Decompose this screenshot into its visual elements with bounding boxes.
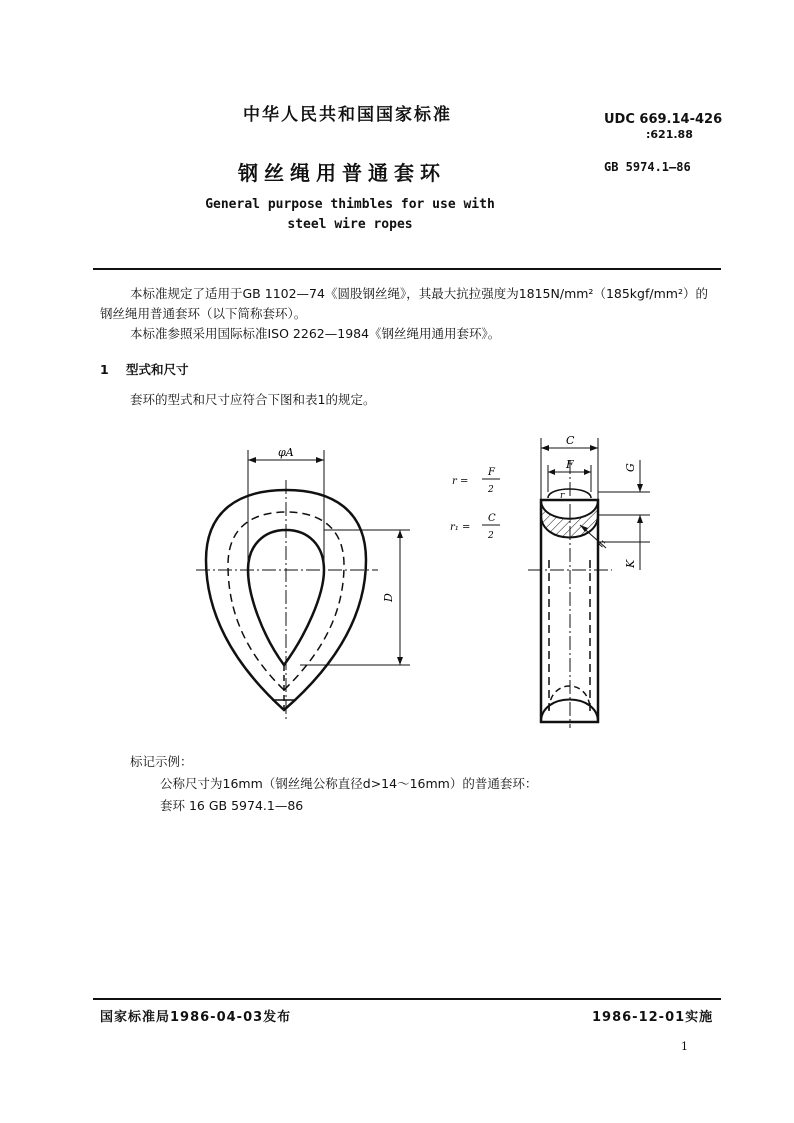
formula-r1-numerator: C — [488, 513, 496, 524]
label-k: K — [624, 559, 637, 568]
label-phi-a: φA — [278, 446, 294, 459]
udc-line-2: :621.88 — [646, 128, 693, 141]
section-number: 1 — [100, 362, 109, 377]
issuing-country-standard-label: 中华人民共和国国家标准 — [243, 105, 452, 125]
formula-r-denominator: 2 — [488, 485, 494, 495]
section-title: 型式和尺寸 — [126, 362, 189, 377]
header-divider — [93, 268, 721, 270]
intro-text — [100, 284, 720, 344]
title-en-line-1: General purpose thimbles for use with — [205, 197, 495, 212]
intro-paragraph-2: 本标准参照采用国际标准ISO 2262—1984《钢丝绳用通用套环》。 — [130, 326, 501, 341]
label-d: D — [382, 593, 395, 602]
udc-code — [604, 112, 722, 142]
label-g: G — [624, 463, 637, 472]
intro-paragraph-1: 本标准规定了适用于GB 1102—74《圆股钢丝绳》，其最大抗拉强度为1815N/mm²（185kgf/mm²）的钢丝绳用普通套环（以下简称套环）。 — [100, 286, 708, 321]
formula-r-lhs: r = — [452, 476, 469, 487]
udc-line-1: UDC 669.14-426 — [604, 112, 723, 127]
marking-example-line-1: 公称尺寸为16mm（钢丝绳公称直径d>14～16mm）的普通套环： — [160, 776, 538, 791]
label-r: r — [560, 491, 565, 501]
section-1-heading — [100, 360, 189, 378]
page-number: 1 — [681, 1040, 688, 1053]
title-en-line-2: steel wire ropes — [287, 217, 413, 232]
document-title-cn: 钢丝绳用普通套环 — [238, 161, 446, 185]
footer-divider — [93, 998, 721, 1000]
issue-date: 国家标准局1986-04-03发布 — [100, 1010, 292, 1025]
formula-r1-lhs: r₁ = — [450, 522, 471, 533]
section-1-text: 套环的型式和尺寸应符合下图和表1的规定。 — [130, 392, 376, 407]
document-title-en — [205, 195, 495, 235]
label-f: F — [566, 458, 574, 471]
marking-example-line-2: 套环 16 GB 5974.1—86 — [160, 798, 304, 813]
gb-code: GB 5974.1—86 — [604, 160, 691, 174]
formula-r-numerator: F — [488, 467, 495, 478]
label-c: C — [566, 434, 575, 447]
marking-example-heading: 标记示例： — [130, 754, 193, 769]
thimble-drawing — [0, 420, 794, 740]
formula-r1-denominator: 2 — [488, 531, 494, 541]
effective-date: 1986-12-01实施 — [592, 1010, 714, 1025]
label-r1: r₁ — [595, 537, 609, 550]
